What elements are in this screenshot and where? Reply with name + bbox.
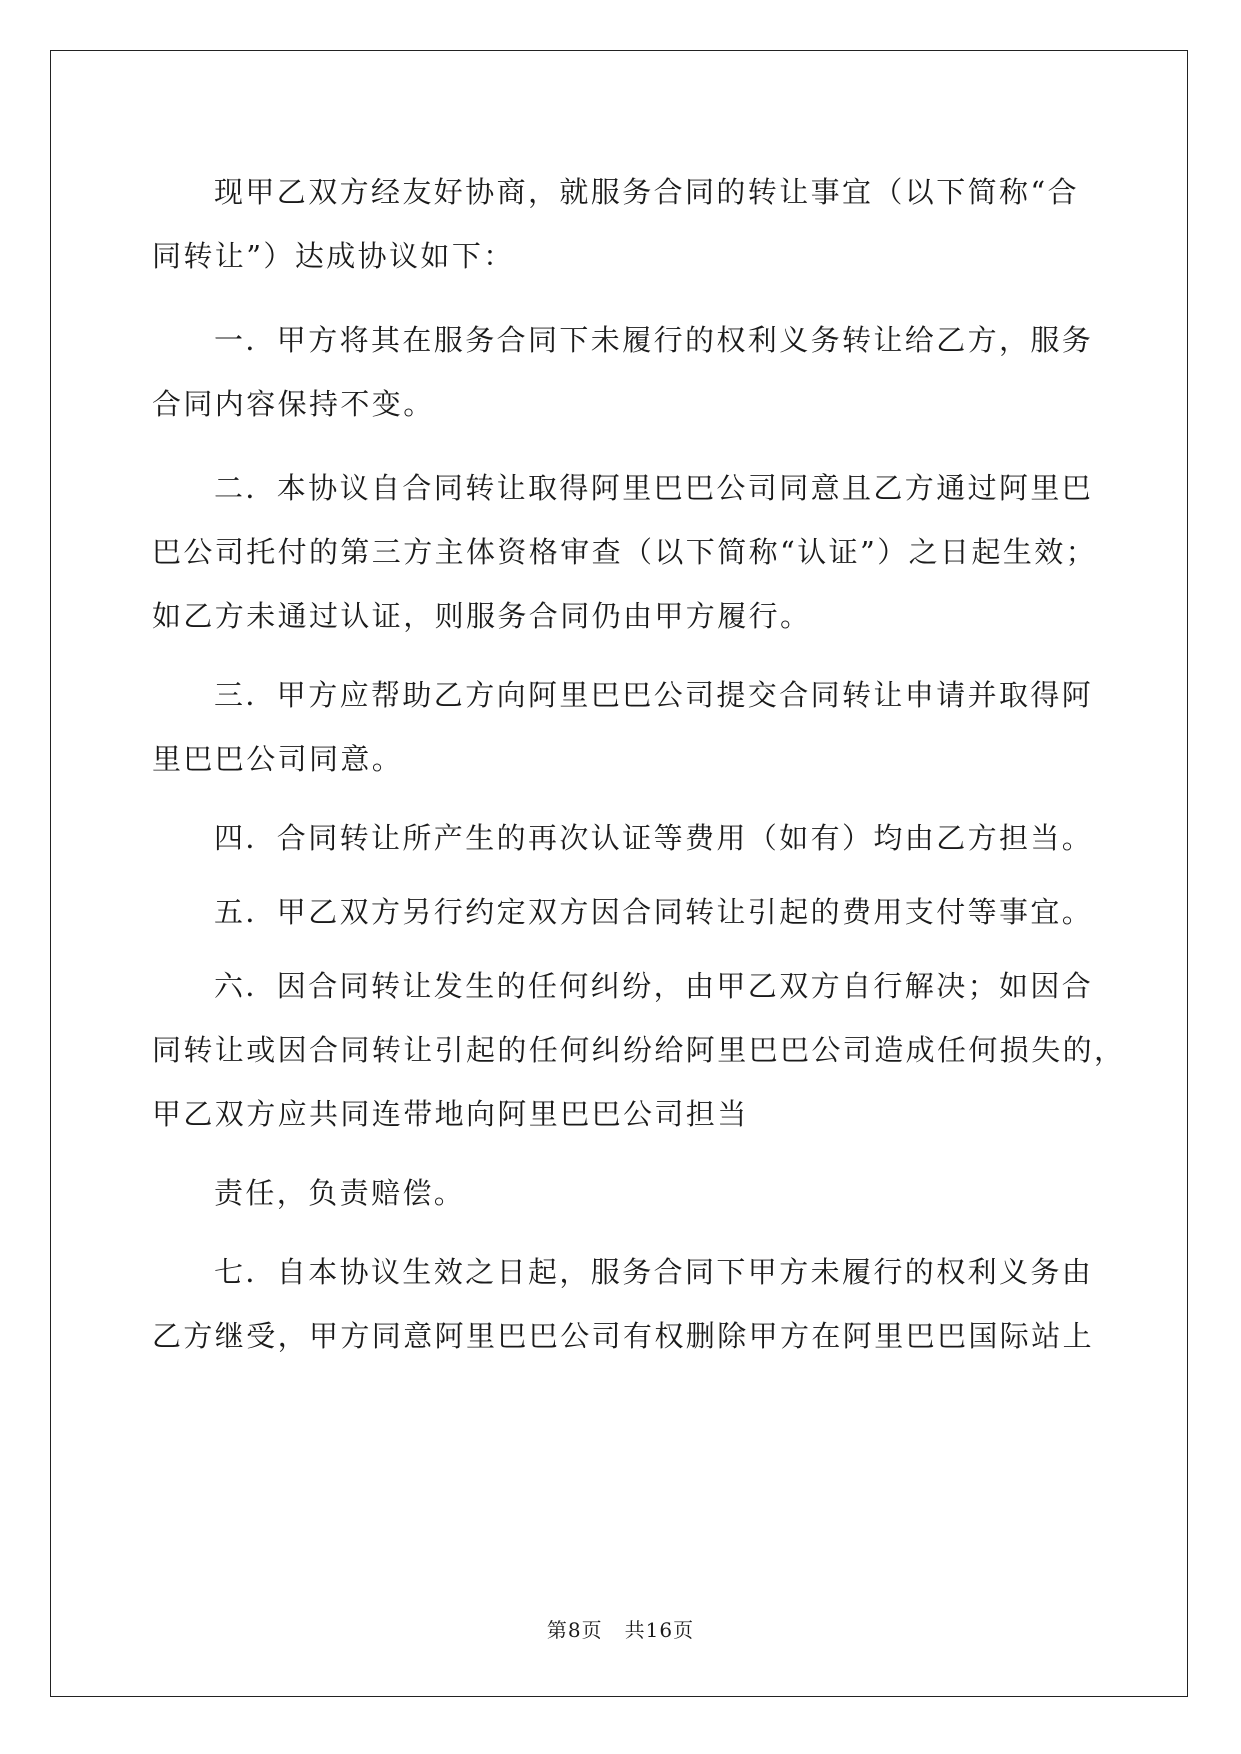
page-footer [0, 1614, 1241, 1643]
text-line: 责任，负责赔偿。 [214, 1176, 466, 1210]
text-line: 巴公司托付的第三方主体资格审查（以下简称“认证”）之日起生效； [152, 535, 1098, 569]
text-line: 一．甲方将其在服务合同下未履行的权利义务转让给乙方，服务 [214, 323, 1094, 357]
text-line: 如乙方未通过认证，则服务合同仍由甲方履行。 [152, 599, 812, 633]
text-line: 六．因合同转让发生的任何纠纷，由甲乙双方自行解决；如因合 [214, 969, 1094, 1003]
text-line: 合同内容保持不变。 [152, 387, 435, 421]
text-line: 乙方继受，甲方同意阿里巴巴公司有权删除甲方在阿里巴巴国际站上 [152, 1319, 1095, 1353]
text-line: 四．合同转让所产生的再次认证等费用（如有）均由乙方担当。 [214, 821, 1094, 855]
text-line: 三．甲方应帮助乙方向阿里巴巴公司提交合同转让申请并取得阿 [214, 678, 1094, 712]
text-line: 同转让或因合同转让引起的任何纠纷给阿里巴巴公司造成任何损失的， [152, 1033, 1126, 1067]
document-body [152, 160, 1126, 1368]
text-line: 七．自本协议生效之日起，服务合同下甲方未履行的权利义务由 [214, 1255, 1094, 1289]
text-line: 现甲乙双方经友好协商，就服务合同的转让事宜（以下简称“合 [214, 175, 1080, 209]
page-number: 第8页 [546, 1618, 603, 1642]
page-total: 共16页 [624, 1618, 695, 1642]
text-line: 里巴巴公司同意。 [152, 742, 404, 776]
text-line: 二．本协议自合同转让取得阿里巴巴公司同意且乙方通过阿里巴 [214, 471, 1094, 505]
text-line: 五．甲乙双方另行约定双方因合同转让引起的费用支付等事宜。 [214, 895, 1094, 929]
text-line: 甲乙双方应共同连带地向阿里巴巴公司担当 [152, 1097, 749, 1131]
text-line: 同转让”）达成协议如下： [152, 239, 515, 273]
